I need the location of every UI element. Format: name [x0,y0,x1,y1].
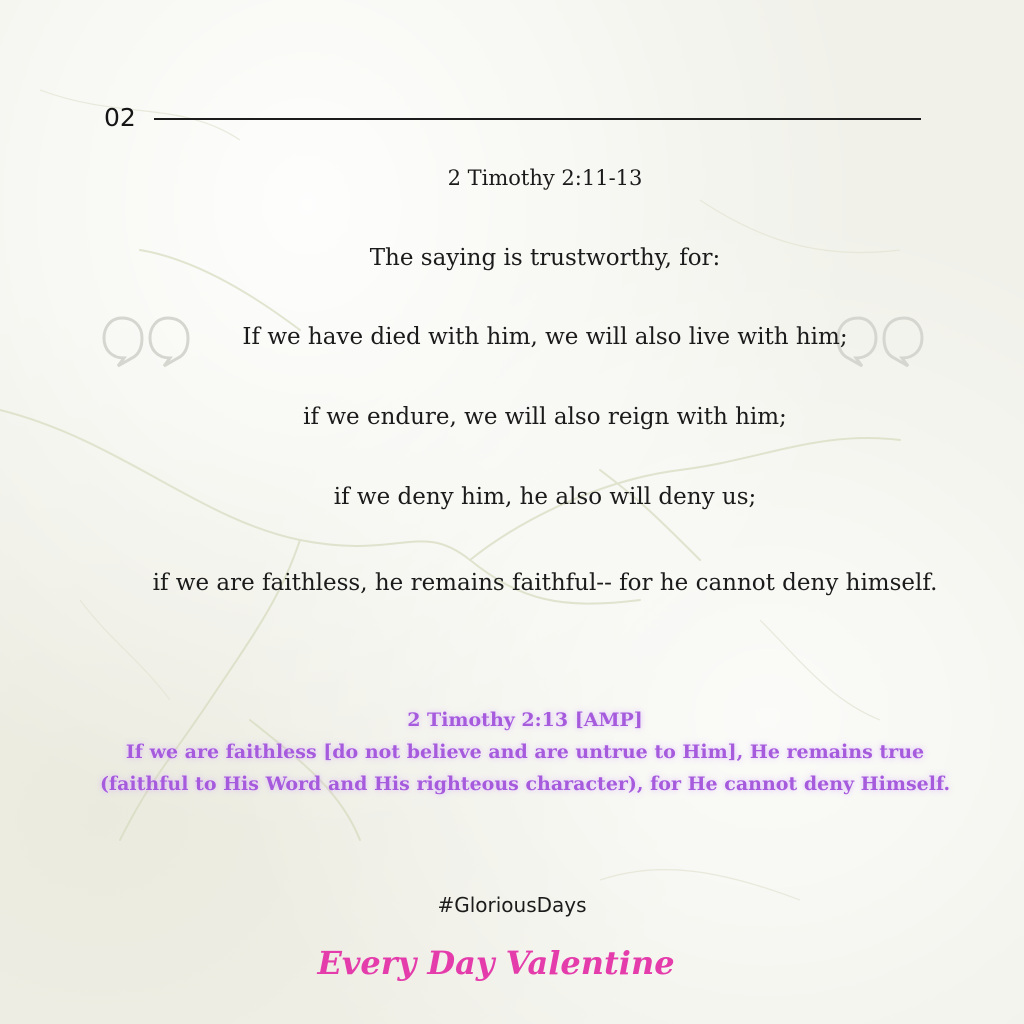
brand-title: Every Day Valentine [317,944,675,982]
hashtag-label: #GloriousDays [437,893,587,917]
verse-line: If we have died with him, we will also live with him; [242,324,848,350]
verse-line: if we deny him, he also will deny us; [333,484,757,510]
amplified-text: If we are faithless [do not believe and are untrue to Him], He remains true (faithful to His Word and His righteous character), for He cannot deny Himself. [99,741,951,795]
amplified-reference: 2 Timothy 2:13 [AMP] [407,709,643,731]
verse-line: if we are faithless, he remains faithful-- for he cannot deny himself. [152,570,938,596]
header-divider [154,118,921,120]
page-number: 02 [104,103,136,132]
verse-line: if we endure, we will also reign with him; [303,404,787,430]
verse-line: The saying is trustworthy, for: [369,245,721,271]
scripture-reference: 2 Timothy 2:11-13 [447,166,643,190]
amplified-verse-block [90,704,960,800]
